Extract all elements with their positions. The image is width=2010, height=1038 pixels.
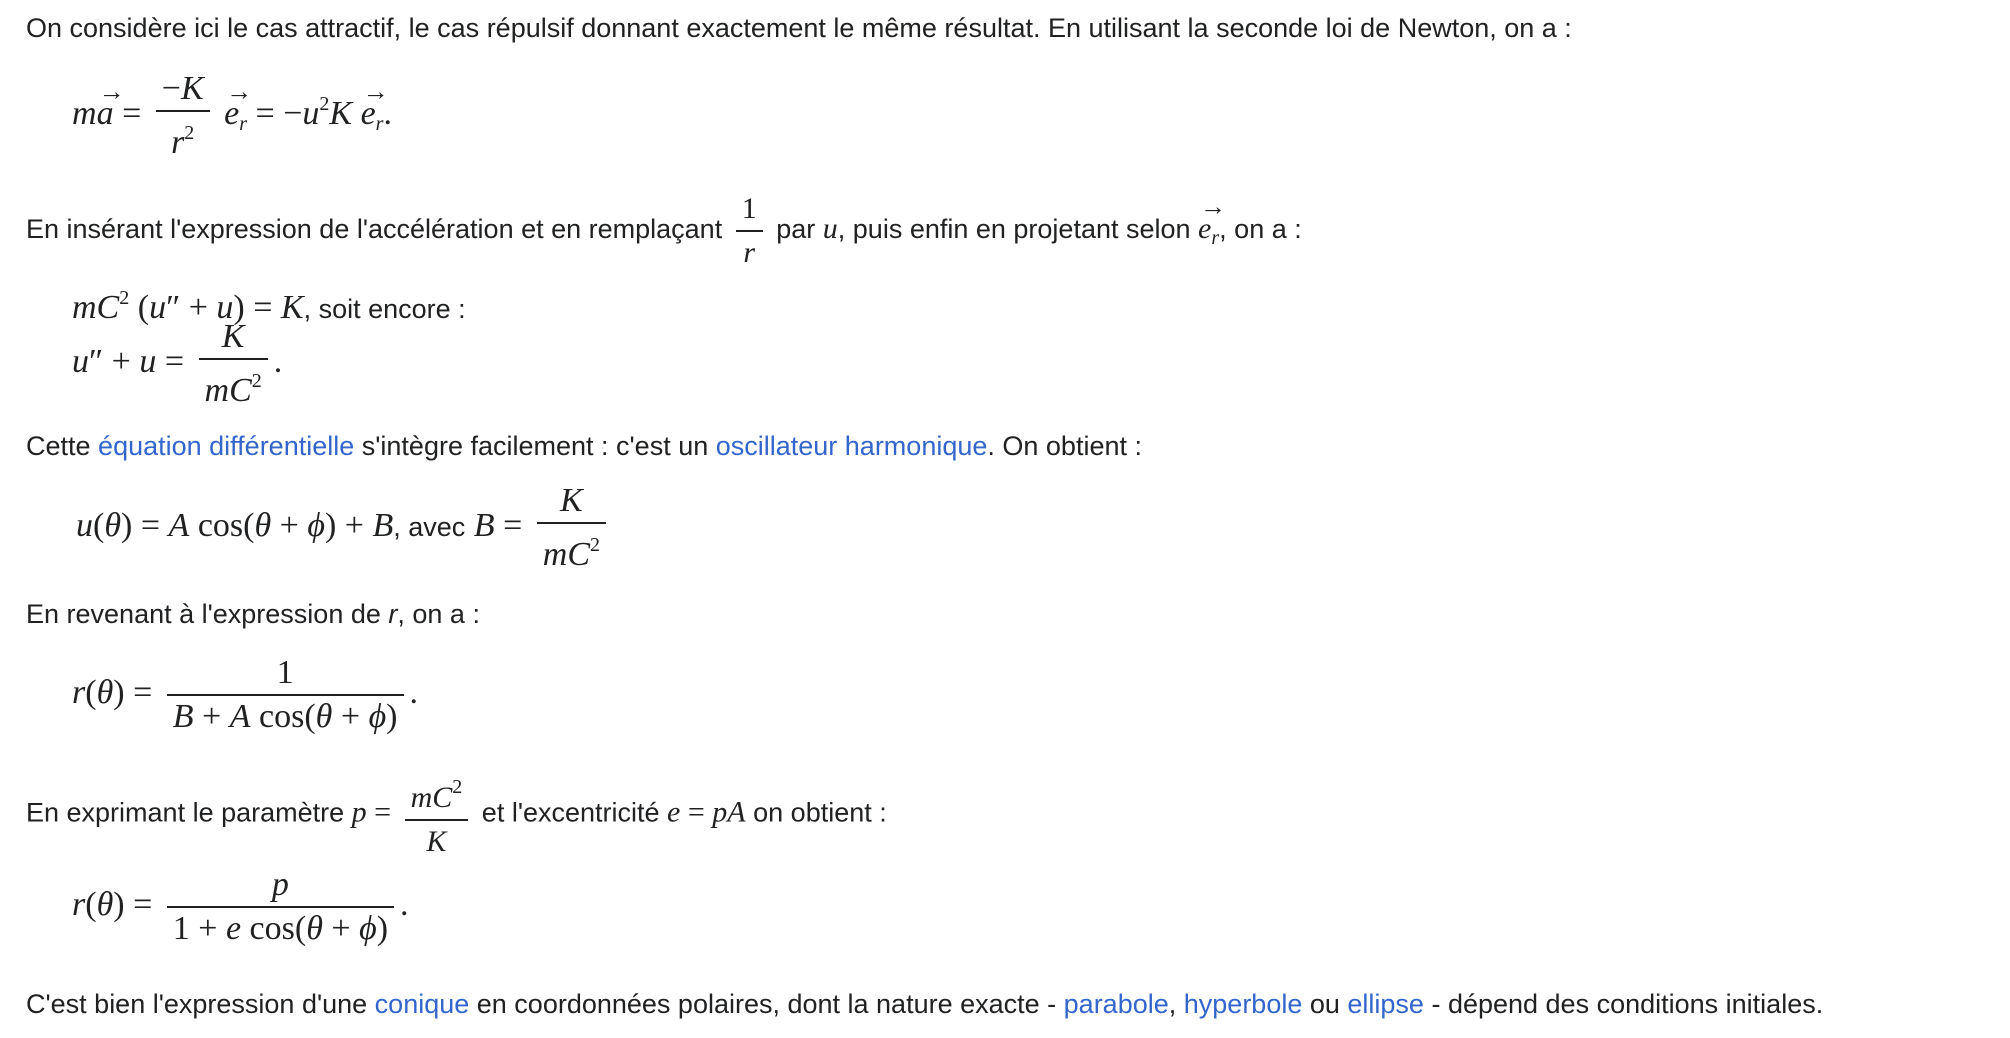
equation-newton: m→ a = $\frac{-K}{r^2}$ → $e_r = -u^2K \to e_r$. <box>72 70 392 162</box>
paragraph-intro: On considère ici le cas attractif, le cas répulsif donnant exactement le même résultat. En utilisant la seconde loi de Newton, on a : <box>26 13 1572 43</box>
equation-binet: $mC^2$ (u″ + u) = K, soit encore : <box>72 287 466 326</box>
text-segment: on obtient : <box>753 797 887 828</box>
text-segment: et l'excentricité <box>481 797 660 828</box>
text-segment: . On obtient : <box>987 431 1142 461</box>
text-segment: , <box>1168 989 1184 1019</box>
text-segment: En exprimant le paramètre <box>26 797 345 828</box>
text-segment: s'intègre facilement : c'est un <box>354 431 716 461</box>
text-segment: , on a : <box>1219 214 1302 245</box>
text-segment: par <box>776 214 816 245</box>
paragraph-return-r <box>26 596 480 632</box>
variable-r: r <box>388 599 398 629</box>
equation-text: , soit encore : <box>303 294 466 324</box>
equation-text: , avec <box>393 511 466 542</box>
text-segment: En insérant l'expression de l'accélération et en remplaçant <box>26 214 723 245</box>
text-segment: C'est bien l'expression d'une <box>26 989 375 1019</box>
fraction-one-over-r: $\frac{1}{r}$ <box>736 190 763 272</box>
link-conique[interactable]: conique <box>374 989 470 1019</box>
paragraph-parameter: En exprimant le paramètre p = $\frac{mC^2}{K}$ et l'excentricité e = pA on obtient : <box>26 776 887 858</box>
link-parabole[interactable]: parabole <box>1063 989 1169 1019</box>
equation-binet-solved: u″ + u = $\frac{K}{mC^2}$ . <box>72 318 283 409</box>
text-segment: Cette <box>26 431 99 461</box>
link-oscillateur-harmonique[interactable]: oscillateur harmonique <box>715 431 988 461</box>
equation-solution: u(θ) = A cos(θ + ϕ) + B, avec B = $\frac{K}{mC^2}$ <box>76 482 612 574</box>
text-segment: - dépend des conditions initiales. <box>1423 989 1824 1019</box>
text-segment: En revenant à l'expression de <box>26 599 389 629</box>
text-segment: , puis enfin en projetant selon <box>837 214 1191 245</box>
link-ellipse[interactable]: ellipse <box>1347 989 1424 1019</box>
equation-r-theta: r(θ) = $\frac{1}{\text{B + A cos(θ + ϕ)}}$ . <box>72 654 418 735</box>
link-hyperbole[interactable]: hyperbole <box>1183 989 1303 1019</box>
paragraph-differential <box>26 428 1142 464</box>
text-segment: ou <box>1302 989 1348 1019</box>
paragraph-conclusion <box>26 986 1823 1022</box>
paragraph-substitution: En insérant l'expression de l'accélération et en remplaçant $\frac{1}{r}$ par u, puis enfin en projetant selon → $e_r$, on a : <box>26 190 1302 272</box>
link-equation-differentielle[interactable]: équation différentielle <box>98 431 355 461</box>
equation-conic: r(θ) = $\frac{p}{\text{1 + e cos(θ + ϕ)}}$ . <box>72 866 409 947</box>
text-segment: , on a : <box>397 599 480 629</box>
text-segment: en coordonnées polaires, dont la nature exacte - <box>469 989 1064 1019</box>
